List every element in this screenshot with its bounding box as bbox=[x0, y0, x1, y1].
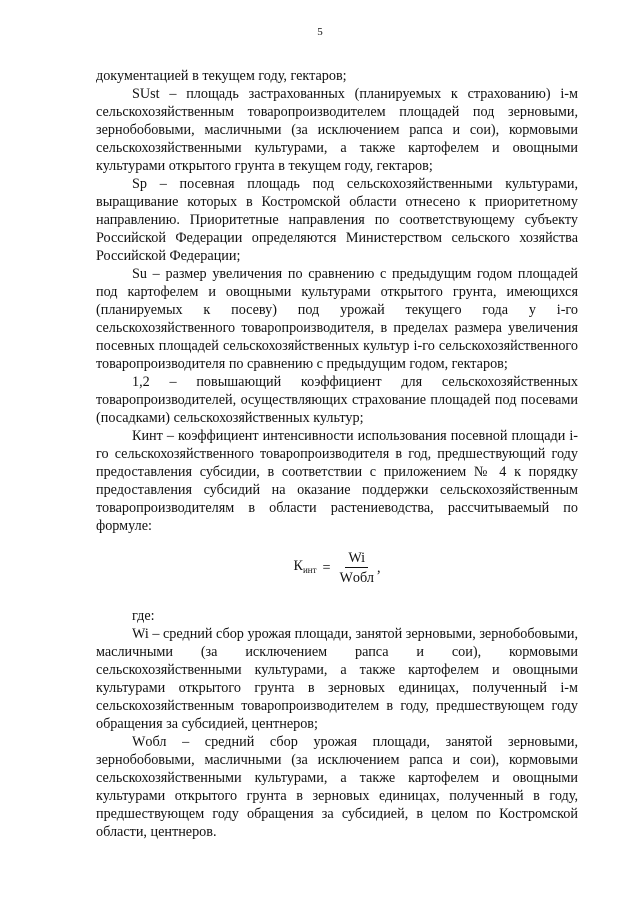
formula-kint bbox=[96, 539, 578, 597]
paragraph-su-definition: Su – размер увеличения по сравнению с предыдущим годом площадей под картофелем и овощными культурами открытого грунта, имеющихся (планируемых к посеву) под урожай текущего года у i-го сельскохозяйственного товаропроизводителя, в пределах размера увеличения посевных площадей сельскохозяйственных культур i-го сельскохозяйственного товаропроизводителя по сравнению с предыдущим годом, гектаров; bbox=[96, 266, 578, 372]
formula-fraction bbox=[337, 550, 377, 586]
formula-equals: = bbox=[322, 560, 331, 576]
paragraph-wi-definition: Wi – средний сбор урожая площади, занятой зерновыми, зернобобовыми, масличными (за исключением рапса и сои), кормовыми сельскохозяйственными культурами, а также картофелем и овощными культурами открытого грунта в зерновых единицах, полученный i-м сельскохозяйственным товаропроизводителем в году, предшествующем году обращения за субсидией, центнеров; bbox=[96, 626, 578, 732]
formula-lhs-subscript: инт bbox=[302, 565, 317, 575]
formula-denominator: Wобл bbox=[339, 570, 374, 586]
paragraph-where: где: bbox=[132, 608, 155, 624]
formula-numerator: Wi bbox=[345, 550, 368, 568]
formula-lhs-main: К bbox=[293, 558, 303, 574]
page-number: 5 bbox=[317, 26, 323, 38]
paragraph-kint-definition: Кинт – коэффициент интенсивности использования посевной площади i-го сельскохозяйственного товаропроизводителя в год, предшествующий году предоставления субсидии, в соответствии с приложением № 4 к порядку предоставления субсидий на оказание поддержки сельскохозяйственным товаропроизводителям в области растениеводства, рассчитываемый по формуле: bbox=[96, 428, 578, 534]
paragraph-sp-definition: Sp – посевная площадь под сельскохозяйственными культурами, выращивание которых в Костромской области отнесено к приоритетному направлению. Приоритетные направления по соответствующему субъекту Российской Федерации определяются Министерством сельского хозяйства Российской Федерации; bbox=[96, 176, 578, 264]
formula-lhs bbox=[293, 557, 316, 579]
paragraph-coefficient-definition: 1,2 – повышающий коэффициент для сельскохозяйственных товаропроизводителей, осуществляющих страхование площадей под посевами (посадками) сельскохозяйственных культур; bbox=[96, 374, 578, 426]
paragraph-sust-definition: SUst – площадь застрахованных (планируемых к страхованию) i-м сельскохозяйственным товаропроизводителем площадей под зерновыми, зернобобовыми, масличными (за исключением рапса и сои), кормовыми сельскохозяйственными культурами, а также картофелем и овощными культурами открытого грунта в текущем году, гектаров; bbox=[96, 86, 578, 174]
paragraph: документацией в текущем году, гектаров; bbox=[96, 68, 347, 84]
formula-tail: , bbox=[376, 560, 381, 576]
paragraph-wobl-definition: Wобл – средний сбор урожая площади, занятой зерновыми, зернобобовыми, масличными (за исключением рапса и сои), кормовыми сельскохозяйственными культурами, а также картофелем и овощными культурами открытого грунта в зерновых единицах, полученный в году, предшествующем году обращения за субсидией, в целом по Костромской области, центнеров. bbox=[96, 734, 578, 840]
document-body bbox=[96, 67, 578, 841]
